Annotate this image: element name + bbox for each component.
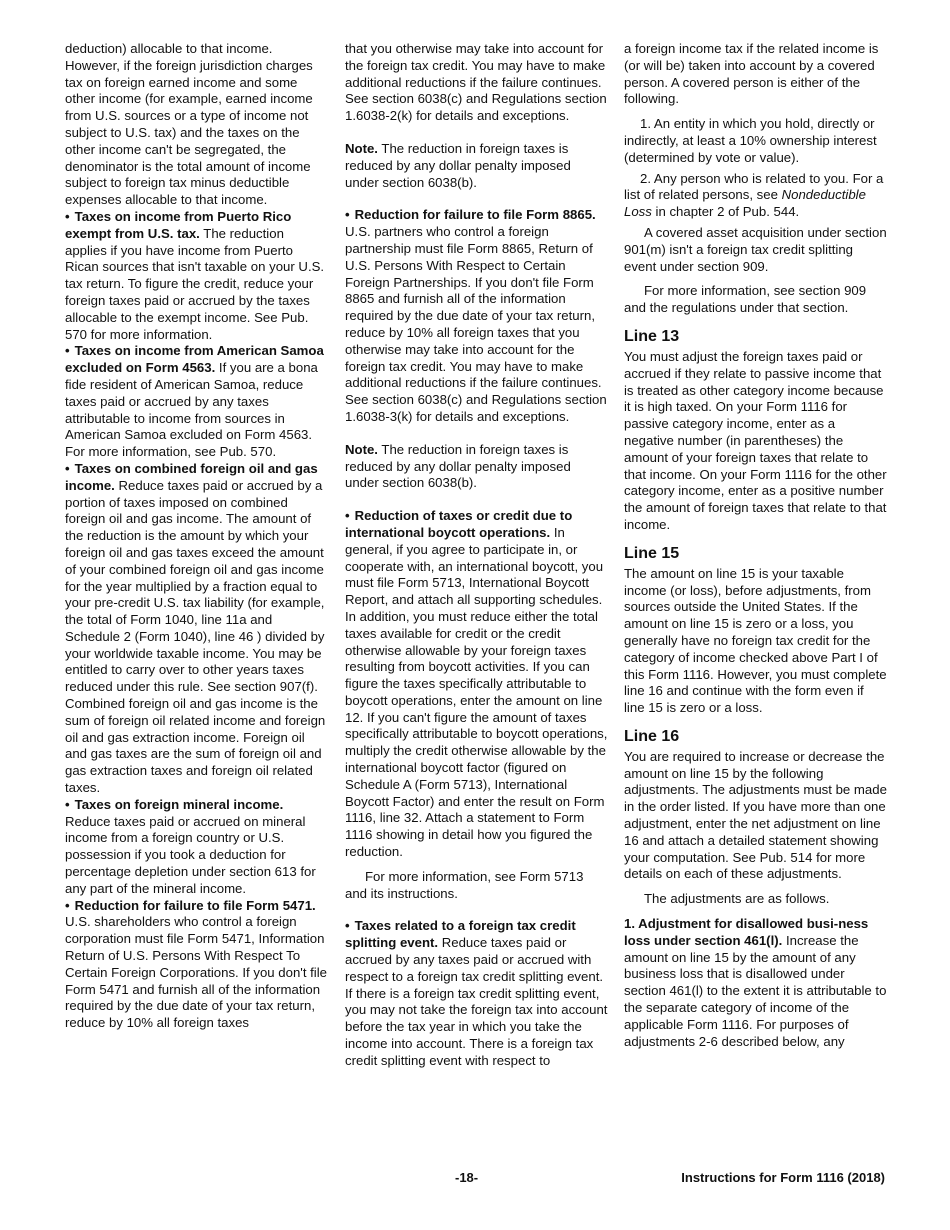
paragraph: a foreign income tax if the related income is (or will be) taken into account by a covered person. A covered person is either of the following.: [624, 41, 879, 107]
adjustment-1: 1. Adjustment for disallowed busi-ness loss under section 461(l). Increase the amount on line 15 by the amount of any business loss that is disallowed under section 461(l) to the extent it is attributable to the separate category of income of the applicable Form 1116. For purposes of adjustments 2-6 described below, any: [624, 916, 887, 1049]
heading-line-16: Line 16: [624, 727, 680, 745]
list-item: 2. Any person who is related to you. For a list of related persons, see Nondeductible Loss in chapter 2 of Pub. 544.: [624, 170, 884, 220]
paragraph: deduction) allocable to that income. However, if the foreign jurisdiction charges tax on foreign earned income and some other income (for example, earned income from U.S. sources or a type of income not subject to U.S. tax) and the taxes on the other income can't be segregated, the denominator is the total amount of income subject to foreign tax minus deductible expenses allocable to that income.: [65, 41, 313, 208]
paragraph: You must adjust the foreign taxes paid or accrued if they relate to passive income that is treated as other category income because it is high taxed. On your Form 1116 for passive category income, enter as a negative number (in parentheses) the amount of your foreign taxes that relate to that income. On your Form 1116 for the other category income, enter as a positive number the amount of foreign taxes that relate to that income.: [624, 348, 887, 532]
heading-line-15: Line 15: [624, 544, 680, 562]
paragraph: The amount on line 15 is your taxable income (or loss), before adjustments, from sources outside the United States. If the amount on line 15 is zero or a loss, you generally have no foreign tax credit for the category of income checked above Part I of this Form 1116. However, you must complete line 16 and continue with the form even if line 15 is zero or a loss.: [624, 565, 887, 716]
page-number: -18-: [455, 1170, 479, 1185]
bullet-mineral: • Taxes on foreign mineral income. Reduce taxes paid or accrued on mineral income from a foreign country or U.S. possession if you took a deduction for percentage depletion under section 613 for any part of the mineral income.: [65, 797, 329, 898]
note: Note. The reduction in foreign taxes is reduced by any dollar penalty imposed under section 6038(b).: [345, 140, 571, 190]
bullet-boycott: • Reduction of taxes or credit due to international boycott operations. In general, if you agree to participate in, or cooperate with, an international boycott, you must file Form 5713, International Boycott Report, and attach all supporting schedules. In addition, you must reduce either the total taxes available for credit or the credit otherwise allowable by your foreign taxes resulting from boycott activities. If you can figure the taxes specifically attributable to boycott operations, enter the amount on line 12. If you can't figure the amount of taxes specifically attributable to boycott operations, multiply the credit otherwise allowable by the international boycott factor (figured on Schedule A (Form 5713), International Boycott Factor) and enter the result on Form 1116, line 32. Attach a statement to Form 1116 showing in detail how you figured the reduction.: [345, 508, 608, 861]
note: Note. The reduction in foreign taxes is reduced by any dollar penalty imposed under section 6038(b).: [345, 441, 571, 491]
paragraph: For more information, see section 909 and the regulations under that section.: [624, 283, 867, 316]
column-3: [624, 41, 887, 1050]
bullet-form-5471: • Reduction for failure to file Form 5471. U.S. shareholders who control a foreign corporation must file Form 5471, Information Return of U.S. Persons With Respect To Certain Foreign Corporations. If you don't file Form 5471 and furnish all of the information required by the due date of your tax return, reduce by 10% all foreign taxes: [65, 898, 329, 1032]
bullet-oil-gas: • Taxes on combined foreign oil and gas income. Reduce taxes paid or accrued by a portion of taxes imposed on combined foreign oil and gas income. The amount of the reduction is the amount by which your foreign oil and gas taxes exceed the amount of your combined foreign oil and gas income for the year multiplied by a fraction equal to your pre-credit U.S. tax liability (for example, the total of Form 1040, line 11a and Schedule 2 (Form 1040), line 46 ) divided by your worldwide taxable income. You may be entitled to carry over to other years taxes reduced under this rule. See section 907(f). Combined foreign oil and gas income is the sum of foreign oil related income and foreign oil and gas extraction income. Foreign oil and gas taxes are the sum of foreign oil and gas extraction taxes and foreign oil related taxes.: [65, 461, 329, 797]
document-title: Instructions for Form 1116 (2018): [681, 1170, 885, 1185]
column-2: [345, 41, 608, 1070]
list-item: 1. An entity in which you hold, directly or indirectly, at least a 10% ownership interest (determined by vote or value).: [624, 116, 877, 165]
paragraph: You are required to increase or decrease the amount on line 15 by the following adjustments. The adjustments must be made in the order listed. If you have more than one adjustment, enter the net adjustment on line 16 and attach a detailed statement showing your computation. See Pub. 514 for more details on each of these adjustments.: [624, 748, 887, 882]
heading-line-13: Line 13: [624, 327, 680, 345]
bullet-puerto-rico: • Taxes on income from Puerto Rico exempt from U.S. tax. The reduction applies if you have income from Puerto Rican sources that isn't taxable on your U.S. tax return. To figure the credit, reduce your foreign taxes paid or accrued by the taxes allocable to the exempt income. See Pub. 570 for more information.: [65, 209, 329, 343]
paragraph: that you otherwise may take into account for the foreign tax credit. You may have to make additional reductions if the failure continues. See section 6038(c) and Regulations section 1.6038-2(k) for details and exceptions.: [345, 41, 607, 124]
paragraph: For more information, see Form 5713 and its instructions.: [345, 868, 584, 901]
bullet-form-8865: • Reduction for failure to file Form 8865. U.S. partners who control a foreign partnership must file Form 8865, Return of U.S. Persons With Respect to Certain Foreign Partnerships. If you don't file Form 8865 and furnish all of the information required by the due date of your tax return, reduce by 10% all foreign taxes that you otherwise may take into account for the foreign tax credit. You may have to make additional reductions if the failure continues. See section 6038(c) and Regulations section 1.6038-3(k) for details and exceptions.: [345, 207, 608, 425]
page-footer: [0, 1170, 950, 1190]
bullet-splitting-event: • Taxes related to a foreign tax credit splitting event. Reduce taxes paid or accrued by any taxes paid or accrued with respect to a foreign tax credit splitting event. If there is a foreign tax credit splitting event, you may not take the foreign tax into account before the tax year in which you take the income into account. There is a foreign tax credit splitting event with respect to: [345, 918, 608, 1069]
paragraph: A covered asset acquisition under section 901(m) isn't a foreign tax credit splitting event under section 909.: [624, 224, 887, 274]
column-1: [65, 41, 329, 1032]
bullet-american-samoa: • Taxes on income from American Samoa excluded on Form 4563. If you are a bona fide resident of American Samoa, reduce taxes paid or accrued by any taxes attributable to income from sources in American Samoa excluded on Form 4563. For more information, see Pub. 570.: [65, 343, 329, 461]
paragraph: The adjustments are as follows.: [644, 891, 830, 907]
